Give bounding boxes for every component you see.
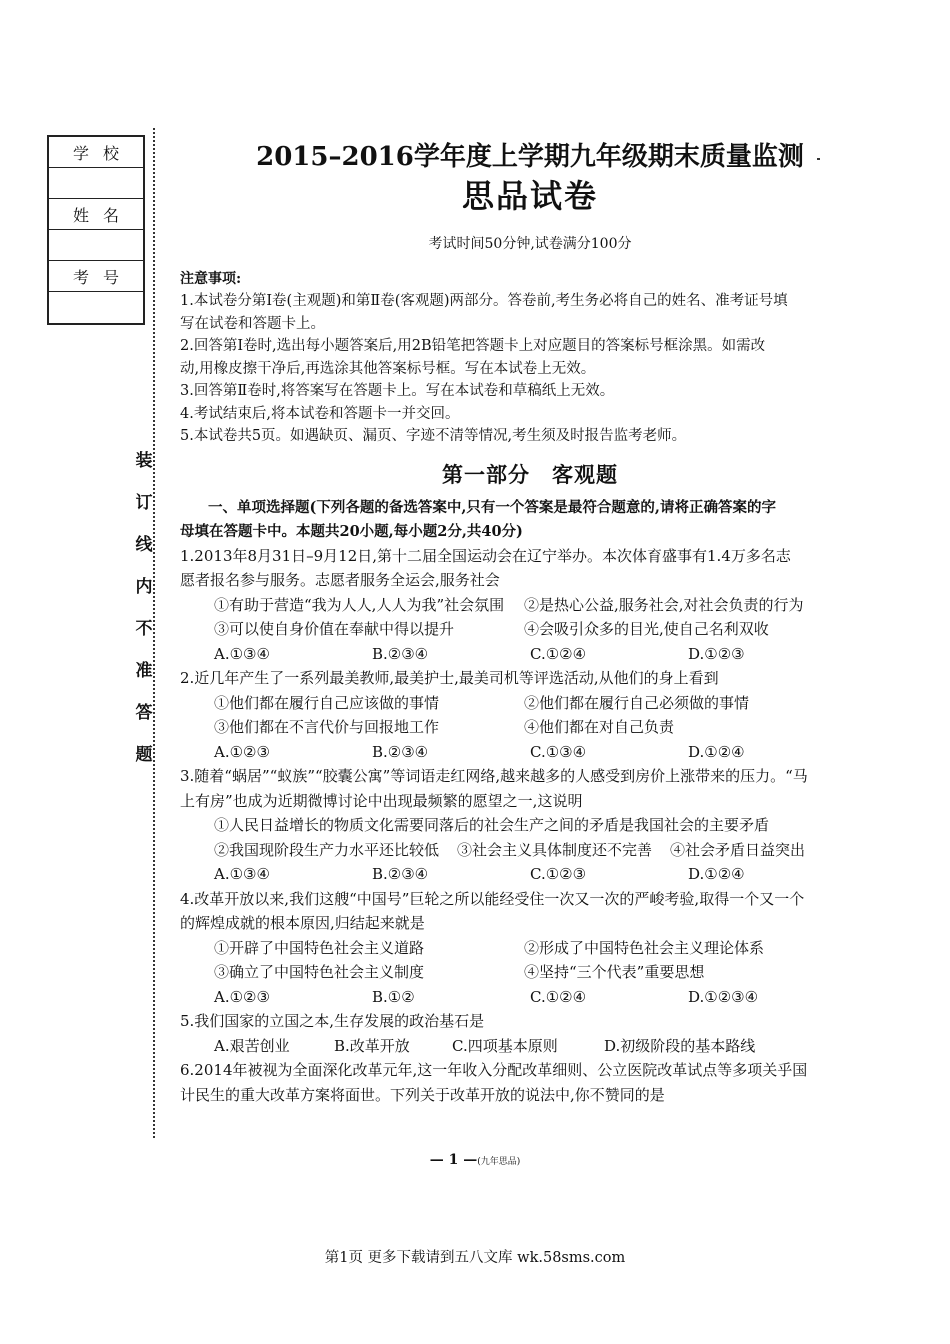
choice-row	[180, 862, 880, 887]
exam-subject: 思品试卷	[461, 177, 598, 215]
statement-row	[180, 617, 880, 642]
statement: ②形成了中国特色社会主义理论体系	[524, 938, 765, 957]
section-heading-line: 一、单项选择题(下列各题的备选答案中,只有一个答案是最符合题意的,请将正确答案的字	[208, 498, 776, 516]
statement: ④社会矛盾日益突出	[670, 840, 806, 859]
notice-list	[180, 290, 880, 448]
statement: ③可以使自身价值在奉献中得以提升	[214, 620, 455, 638]
choice: B.②③④	[372, 644, 429, 663]
binding-char: 装	[135, 451, 153, 471]
question-2	[180, 666, 880, 764]
choice: D.①②③④	[688, 987, 759, 1006]
choice: C.①②④	[530, 987, 587, 1006]
question-1	[180, 544, 880, 667]
statement: ③确立了中国特色社会主义制度	[214, 963, 425, 981]
question-stem: 6.2014年被视为全面深化改革元年,这一年收入分配改革细则、公立医院改革试点等多项关乎国	[180, 1061, 808, 1079]
binding-char: 题	[135, 745, 153, 765]
name-label: 姓名	[49, 199, 143, 230]
question-4	[180, 887, 880, 1010]
choice: A.艰苦创业	[214, 1036, 290, 1055]
statement: ④他们都在对自己负责	[524, 718, 675, 736]
notice-line: 5.本试卷共5页。如遇缺页、漏页、字迹不清等情况,考生须及时报告监考老师。	[180, 428, 687, 444]
statement-row	[180, 960, 880, 985]
choice: C.四项基本原则	[452, 1036, 558, 1055]
binding-char: 不	[135, 619, 153, 639]
choice-row	[180, 1034, 880, 1059]
choice: B.②③④	[372, 865, 429, 883]
question-5	[180, 1009, 880, 1058]
student-info-box	[47, 135, 145, 325]
notice-line: 写在试卷和答题卡上。	[180, 315, 325, 332]
choice: D.初级阶段的基本路线	[604, 1036, 756, 1055]
statement: ①他们都在履行自己应该做的事情	[214, 693, 440, 712]
question-stem: 愿者报名参与服务。志愿者服务全运会,服务社会	[180, 571, 500, 589]
question-stem: 1.2013年8月31日–9月12日,第十二届全国运动会在辽宁举办。本次体育盛事有1.4万多名志	[180, 546, 791, 565]
download-note: 第1页 更多下载请到五八文库 wk.58sms.com	[324, 1250, 626, 1266]
page-number-text: — 1 —	[429, 1152, 478, 1168]
exam-number-field	[49, 292, 143, 323]
exam-content	[180, 140, 880, 1107]
exam-info: 考试时间50分钟,试卷满分100分	[428, 236, 632, 252]
choice-row	[180, 642, 880, 667]
page-number	[0, 1152, 950, 1168]
statement: ③他们都在不言代价与回报地工作	[214, 718, 440, 736]
question-6	[180, 1058, 880, 1107]
section-heading-line: 母填在答题卡中。本题共20小题,每小题2分,共40分)	[180, 522, 523, 540]
choice: B.②③④	[372, 742, 429, 761]
question-stem: 计民生的重大改革方案将面世。下列关于改革开放的说法中,你不赞同的是	[180, 1085, 665, 1104]
choice-row	[180, 740, 880, 765]
choice: D.①②④	[688, 742, 745, 761]
question-stem: 的辉煌成就的根本原因,归结起来就是	[180, 914, 425, 932]
statement: ①人民日益增长的物质文化需要同落后的社会生产之间的矛盾是我国社会的主要矛盾	[214, 816, 770, 834]
notice-line: 4.考试结束后,将本试卷和答题卡一并交回。	[180, 405, 460, 422]
question-stem: 4.改革开放以来,我们这艘“中国号”巨轮之所以能经受住一次又一次的严峻考验,取得一个又一个	[180, 889, 805, 908]
choice: D.①②③	[688, 644, 745, 663]
statement: ①开辟了中国特色社会主义道路	[214, 938, 425, 957]
choice: C.①②③	[530, 865, 587, 883]
notice-line: 2.回答第Ⅰ卷时,选出每小题答案后,用2B铅笔把答题卡上对应题目的答案标号框涂黑。如需改	[180, 338, 766, 354]
notice-heading: 注意事项:	[180, 271, 242, 287]
binding-char: 答	[135, 703, 153, 723]
statement: ②他们都在履行自己必须做的事情	[524, 693, 750, 712]
choice: B.①②	[372, 987, 415, 1006]
notice-line: 1.本试卷分第Ⅰ卷(主观题)和第Ⅱ卷(客观题)两部分。答卷前,考生务必将自己的姓名、准考证号填	[180, 293, 788, 309]
binding-char: 线	[135, 535, 153, 555]
binding-char: 内	[135, 577, 153, 597]
statement-row	[180, 813, 880, 838]
part-title: 第一部分 客观题	[442, 461, 618, 487]
page-tag: (九年思品)	[477, 1157, 521, 1167]
binding-char: 订	[135, 493, 153, 513]
statement: ②我国现阶段生产力水平还比较低	[214, 840, 440, 859]
school-label: 学校	[49, 137, 143, 168]
choice: B.改革开放	[334, 1036, 410, 1055]
question-stem: 上有房”也成为近期微博讨论中出现最频繁的愿望之一,这说明	[180, 791, 583, 810]
notice-line: 动,用橡皮擦干净后,再选涂其他答案标号框。写在本试卷上无效。	[180, 360, 596, 377]
question-stem: 2.近几年产生了一系列最美教师,最美护士,最美司机等评选活动,从他们的身上看到	[180, 669, 719, 687]
choice-row	[180, 985, 880, 1010]
exam-title: 2015–2016学年度上学期九年级期末质量监测	[256, 142, 804, 172]
question-stem: 3.随着“蜗居”“蚁族”“胶囊公寓”等词语走红网络,越来越多的人感受到房价上涨带来的压力。“马	[180, 767, 808, 785]
section-heading	[180, 496, 880, 544]
choice: A.①②③	[214, 987, 270, 1006]
school-field	[49, 168, 143, 199]
choice: C.①③④	[530, 742, 587, 761]
binding-warning	[133, 440, 155, 776]
question-3	[180, 764, 880, 887]
exam-number-label: 考号	[49, 261, 143, 292]
statement-row	[180, 936, 880, 961]
choice: A.①③④	[214, 865, 270, 883]
statement-row	[180, 593, 880, 618]
statement: ④会吸引众多的目光,使自己名利双收	[524, 620, 769, 638]
statement: ②是热心公益,服务社会,对社会负责的行为	[524, 595, 804, 614]
binding-char: 准	[135, 661, 153, 681]
choice: A.①②③	[214, 742, 270, 761]
statement-row	[180, 838, 880, 863]
statement: ③社会主义具体制度还不完善	[457, 840, 653, 859]
statement: ④坚持“三个代表”重要思想	[524, 963, 705, 981]
question-stem: 5.我们国家的立国之本,生存发展的政治基石是	[180, 1012, 485, 1030]
statement-row	[180, 691, 880, 716]
choice: C.①②④	[530, 644, 587, 663]
choice: A.①③④	[214, 644, 270, 663]
statement-row	[180, 715, 880, 740]
choice: D.①②④	[688, 865, 745, 883]
statement: ①有助于营造“我为人人,人人为我”社会氛围	[214, 595, 505, 614]
name-field	[49, 230, 143, 261]
notice-line: 3.回答第Ⅱ卷时,将答案写在答题卡上。写在本试卷和草稿纸上无效。	[180, 383, 615, 399]
